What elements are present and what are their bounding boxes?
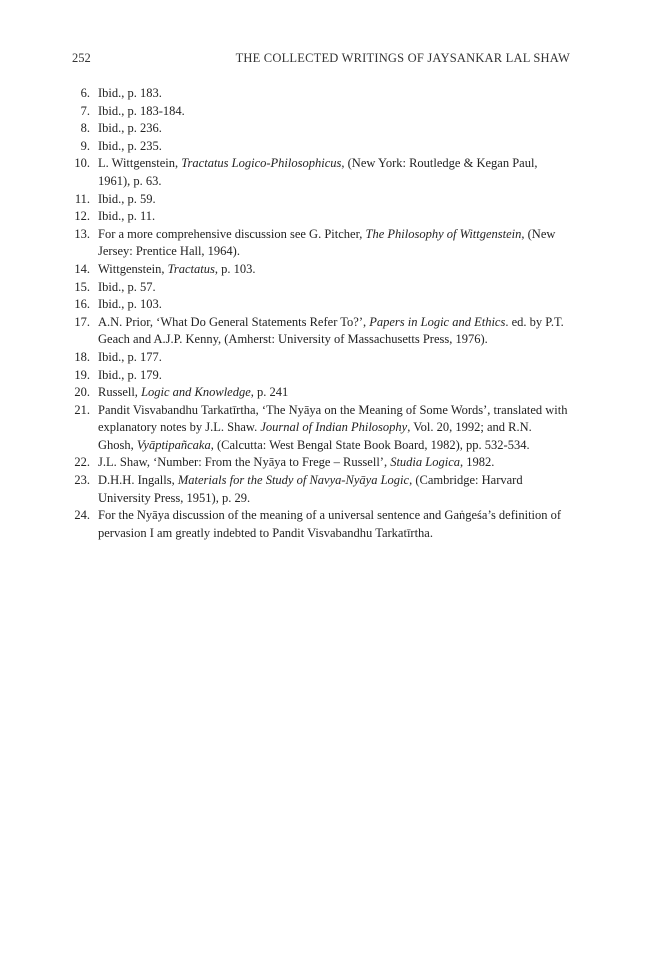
endnote-text xyxy=(98,120,570,138)
endnote xyxy=(72,367,570,385)
endnote xyxy=(72,103,570,121)
endnote-number: 22. xyxy=(74,455,90,470)
endnote-text-segment: Ibid., p. 235. xyxy=(98,138,162,153)
endnote-text xyxy=(98,472,570,507)
endnote-text-segment: Ibid., p. 103. xyxy=(98,297,162,312)
endnote-number: 21. xyxy=(74,402,90,417)
endnote-text-segment: For the Nyāya discussion of the meaning of a universal sentence and Gaṅgeśa’s definition of pervasion I am greatly indebted to Pandit Visvabandhu Tarkatīrtha. xyxy=(98,508,562,540)
endnote-number: 23. xyxy=(74,473,90,488)
endnote-text-segment: Ibid., p. 236. xyxy=(98,121,162,136)
endnote xyxy=(72,384,570,402)
endnote-text-segment: For a more comprehensive discussion see G. Pitcher, xyxy=(98,226,366,241)
endnote-text-segment: L. Wittgenstein, xyxy=(98,156,182,171)
page-number: 252 xyxy=(72,51,91,65)
endnote-text-segment: Ibid., p. 183-184. xyxy=(98,103,185,118)
endnote-number: 12. xyxy=(74,209,90,224)
endnote-number: 15. xyxy=(74,279,90,294)
endnote-number: 14. xyxy=(74,261,90,276)
endnote xyxy=(72,85,570,103)
endnote-text xyxy=(98,85,570,103)
endnote-text-segment: Pandit Visvabandhu Tarkatīrtha, ‘The Nyāya on the Meaning of Some Words’, translated with explanatory notes by J.L. Shaw. xyxy=(98,402,568,435)
endnote-text-segment: A.N. Prior, ‘What Do General Statements Refer To?’, xyxy=(98,314,370,329)
endnote-text xyxy=(98,261,570,279)
endnote-text-segment: Ibid., p. 183. xyxy=(98,86,162,100)
endnote-text-segment: , Vol. 20, 1992; and R.N. Ghosh, xyxy=(98,420,532,452)
endnote-text-segment: Ibid., p. 57. xyxy=(98,279,156,294)
endnote-text-segment: , (Cambridge: Harvard University Press, 1951), p. 29. xyxy=(98,473,523,505)
endnote-text xyxy=(98,208,570,226)
endnote-title-italic: Tractatus xyxy=(167,261,215,276)
endnote-text-segment: Ibid., p. 179. xyxy=(98,367,162,382)
endnote-text xyxy=(98,454,570,472)
endnote xyxy=(72,314,570,349)
running-title: THE COLLECTED WRITINGS OF JAYSANKAR LAL SHAW xyxy=(235,51,570,65)
endnote xyxy=(72,402,570,455)
endnote-title-italic: Materials for the Study of Navya-Nyāya Logic xyxy=(177,473,410,488)
endnote-text xyxy=(98,349,570,367)
endnote-number: 13. xyxy=(74,226,90,241)
endnote xyxy=(72,507,570,542)
endnote xyxy=(72,261,570,279)
endnote xyxy=(72,472,570,507)
endnote-text xyxy=(98,191,570,209)
endnote-text xyxy=(98,296,570,314)
endnotes-list xyxy=(72,85,570,542)
endnote xyxy=(72,296,570,314)
endnote-text-segment: . ed. by P.T. Geach and A.J.P. Kenny, (Amherst: University of Massachusetts Press, 1976). xyxy=(98,314,564,347)
endnote-text-segment: Ibid., p. 11. xyxy=(98,209,156,224)
endnote-text-segment: J.L. Shaw, ‘Number: From the Nyāya to Frege – Russell’, xyxy=(98,455,391,470)
endnote-title-italic: Tractatus Logico-Philosophicus xyxy=(181,156,342,171)
endnote-number: 16. xyxy=(74,297,90,312)
endnote-number: 24. xyxy=(74,508,90,523)
endnote-number: 17. xyxy=(74,314,90,329)
endnote-text xyxy=(98,367,570,385)
endnote-text-segment: , (New York: Routledge & Kegan Paul, 1961), p. 63. xyxy=(98,156,538,188)
endnote-number: 18. xyxy=(74,349,90,364)
endnote-text-segment: Russell, xyxy=(98,385,142,400)
endnote xyxy=(72,191,570,209)
endnote-text xyxy=(98,384,570,402)
endnote-title-italic: Vyāptipañcaka xyxy=(136,437,211,452)
page-header xyxy=(72,48,570,68)
endnote-text xyxy=(98,314,570,349)
endnote-text xyxy=(98,155,570,190)
endnote-number: 10. xyxy=(74,156,90,171)
endnote-text xyxy=(98,279,570,297)
endnote-number: 6. xyxy=(80,86,90,100)
endnote xyxy=(72,138,570,156)
endnote xyxy=(72,208,570,226)
endnote xyxy=(72,226,570,261)
endnote-text-segment: , p. 241 xyxy=(250,385,289,400)
endnote-number: 11. xyxy=(74,191,90,206)
endnote-number: 19. xyxy=(74,367,90,382)
endnote-number: 20. xyxy=(74,385,90,400)
endnote-text-segment: Wittgenstein, xyxy=(98,261,168,276)
endnote-text-segment: , 1982. xyxy=(460,455,495,470)
endnote-number: 9. xyxy=(80,138,90,153)
endnote-text-segment: , (New Jersey: Prentice Hall, 1964). xyxy=(98,226,556,259)
endnote xyxy=(72,279,570,297)
endnote xyxy=(72,155,570,190)
endnote-text xyxy=(98,226,570,261)
endnote-text-segment: Ibid., p. 177. xyxy=(98,349,162,364)
endnote xyxy=(72,120,570,138)
endnote-text-segment: D.H.H. Ingalls, xyxy=(98,473,178,488)
endnote-number: 8. xyxy=(80,121,90,136)
endnote-title-italic: Studia Logica xyxy=(390,455,460,470)
endnote-text xyxy=(98,138,570,156)
endnote-text xyxy=(98,103,570,121)
endnote xyxy=(72,454,570,472)
endnote-text-segment: , p. 103. xyxy=(214,261,256,276)
endnote-title-italic: Journal of Indian Philosophy xyxy=(260,420,408,435)
endnote-title-italic: The Philosophy of Wittgenstein xyxy=(365,226,522,241)
endnote-title-italic: Papers in Logic and Ethics xyxy=(369,314,506,329)
endnote-text-segment: , (Calcutta: West Bengal State Book Board, 1982), pp. 532-534. xyxy=(210,437,530,452)
endnote-text xyxy=(98,402,570,455)
endnote-title-italic: Logic and Knowledge xyxy=(141,385,251,400)
endnote xyxy=(72,349,570,367)
endnote-text-segment: Ibid., p. 59. xyxy=(98,191,156,206)
endnote-text xyxy=(98,507,570,542)
endnote-number: 7. xyxy=(80,103,90,118)
